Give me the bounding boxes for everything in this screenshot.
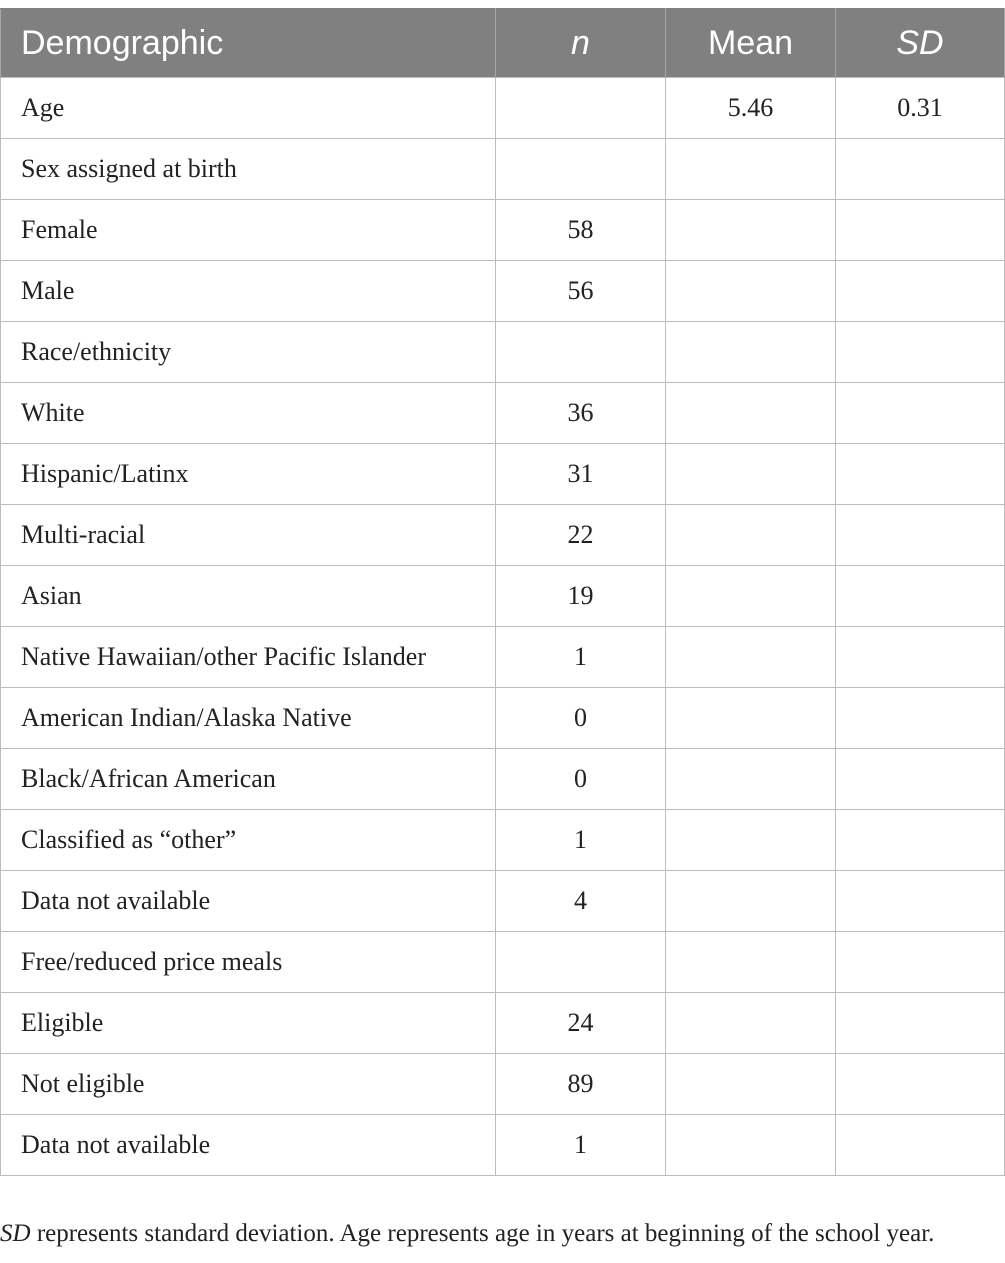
table-body [1, 78, 1005, 1176]
cell-sd [836, 261, 1005, 322]
table-row [1, 993, 1005, 1054]
cell-n: 1 [496, 810, 666, 871]
table-row [1, 871, 1005, 932]
cell-demographic: American Indian/Alaska Native [1, 688, 496, 749]
demographics-table-container [0, 8, 1004, 1176]
table-row [1, 688, 1005, 749]
cell-demographic: White [1, 383, 496, 444]
cell-demographic: Free/reduced price meals [1, 932, 496, 993]
cell-sd [836, 810, 1005, 871]
cell-demographic: Male [1, 261, 496, 322]
cell-mean [666, 688, 836, 749]
cell-n: 0 [496, 688, 666, 749]
cell-sd [836, 1115, 1005, 1176]
cell-demographic: Data not available [1, 871, 496, 932]
cell-demographic: Hispanic/Latinx [1, 444, 496, 505]
demographics-table [0, 8, 1005, 1176]
cell-mean [666, 810, 836, 871]
cell-mean: 5.46 [666, 78, 836, 139]
table-row [1, 1115, 1005, 1176]
cell-n: 36 [496, 383, 666, 444]
cell-n: 1 [496, 1115, 666, 1176]
footnote-abbreviation: SD [0, 1220, 31, 1247]
table-row [1, 1054, 1005, 1115]
cell-demographic: Native Hawaiian/other Pacific Islander [1, 627, 496, 688]
cell-sd [836, 688, 1005, 749]
table-row [1, 139, 1005, 200]
cell-mean [666, 1115, 836, 1176]
cell-mean [666, 1054, 836, 1115]
cell-sd [836, 444, 1005, 505]
cell-n: 31 [496, 444, 666, 505]
header-mean: Mean [666, 9, 836, 78]
table-header [1, 9, 1005, 78]
cell-n [496, 139, 666, 200]
table-row [1, 200, 1005, 261]
cell-mean [666, 444, 836, 505]
cell-n: 1 [496, 627, 666, 688]
cell-sd [836, 627, 1005, 688]
cell-n: 24 [496, 993, 666, 1054]
cell-n [496, 78, 666, 139]
footnote-text: represents standard deviation. Age represents age in years at beginning of the school year. [30, 1220, 935, 1247]
table-row [1, 627, 1005, 688]
cell-sd [836, 383, 1005, 444]
cell-sd [836, 993, 1005, 1054]
table-row [1, 322, 1005, 383]
table-row [1, 383, 1005, 444]
table-row [1, 810, 1005, 871]
cell-mean [666, 322, 836, 383]
table-row [1, 505, 1005, 566]
cell-sd [836, 566, 1005, 627]
cell-n: 4 [496, 871, 666, 932]
cell-mean [666, 139, 836, 200]
cell-n: 22 [496, 505, 666, 566]
cell-sd [836, 322, 1005, 383]
table-row [1, 566, 1005, 627]
cell-sd [836, 932, 1005, 993]
cell-mean [666, 993, 836, 1054]
cell-mean [666, 261, 836, 322]
cell-n: 58 [496, 200, 666, 261]
cell-demographic: Not eligible [1, 1054, 496, 1115]
header-sd: SD [836, 9, 1005, 78]
header-n: n [496, 9, 666, 78]
cell-mean [666, 627, 836, 688]
cell-demographic: Sex assigned at birth [1, 139, 496, 200]
cell-demographic: Age [1, 78, 496, 139]
cell-n [496, 932, 666, 993]
cell-sd [836, 871, 1005, 932]
cell-n: 19 [496, 566, 666, 627]
cell-mean [666, 566, 836, 627]
table-row [1, 261, 1005, 322]
table-row [1, 78, 1005, 139]
cell-sd [836, 1054, 1005, 1115]
header-demographic: Demographic [1, 9, 496, 78]
cell-demographic: Eligible [1, 993, 496, 1054]
cell-mean [666, 749, 836, 810]
table-row [1, 932, 1005, 993]
cell-mean [666, 383, 836, 444]
cell-demographic: Data not available [1, 1115, 496, 1176]
cell-demographic: Female [1, 200, 496, 261]
cell-n: 0 [496, 749, 666, 810]
header-row [1, 9, 1005, 78]
cell-n: 56 [496, 261, 666, 322]
cell-sd: 0.31 [836, 78, 1005, 139]
cell-demographic: Black/African American [1, 749, 496, 810]
cell-sd [836, 200, 1005, 261]
cell-demographic: Asian [1, 566, 496, 627]
cell-mean [666, 932, 836, 993]
cell-n [496, 322, 666, 383]
cell-sd [836, 749, 1005, 810]
cell-demographic: Multi-racial [1, 505, 496, 566]
cell-n: 89 [496, 1054, 666, 1115]
cell-mean [666, 505, 836, 566]
cell-sd [836, 139, 1005, 200]
cell-sd [836, 505, 1005, 566]
cell-demographic: Race/ethnicity [1, 322, 496, 383]
table-row [1, 749, 1005, 810]
cell-mean [666, 200, 836, 261]
cell-demographic: Classified as “other” [1, 810, 496, 871]
table-footnote [0, 1220, 1005, 1248]
cell-mean [666, 871, 836, 932]
table-row [1, 444, 1005, 505]
